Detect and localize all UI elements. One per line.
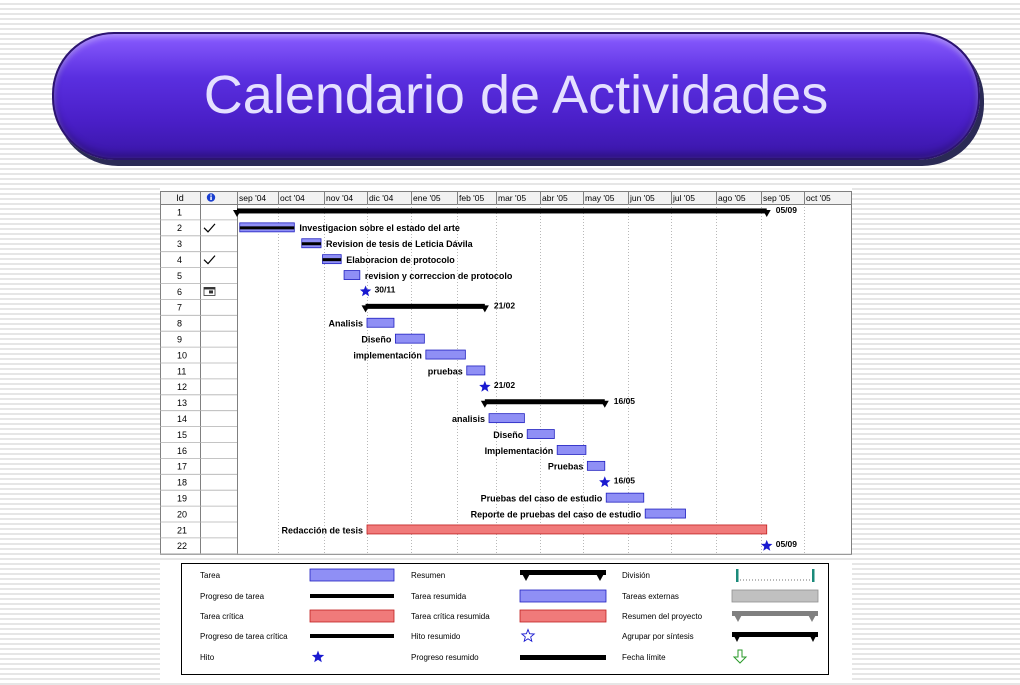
month-label: ago '05 xyxy=(718,193,746,203)
row-id: 9 xyxy=(177,334,183,345)
gantt-row-7-date-label: 21/02 xyxy=(493,300,516,311)
month-label: may '05 xyxy=(585,193,615,203)
gantt-row-9-task-bar xyxy=(395,334,424,343)
gantt-row-3-label: Revision de tesis de Leticia Dávila xyxy=(326,239,473,250)
gantt-row-6-date-label: 30/11 xyxy=(374,284,396,295)
legend-label: Progreso de tarea crítica xyxy=(200,632,288,641)
title-banner xyxy=(52,32,980,160)
row-id: 2 xyxy=(177,223,183,234)
gantt-row-21-critical-bar xyxy=(367,525,767,534)
gantt-row-8-label: Analisis xyxy=(328,318,363,329)
gantt-row-20-task-bar xyxy=(645,509,685,518)
gantt-legend-panel xyxy=(160,560,852,680)
gantt-row-18-date-label: 16/05 xyxy=(613,475,636,486)
legend-label: Agrupar por síntesis xyxy=(622,632,694,641)
gantt-row-14-label: analisis xyxy=(452,413,486,424)
row-id: 19 xyxy=(177,493,188,504)
gantt-row-19-label: Pruebas del caso de estudio xyxy=(480,493,603,504)
row-id: 17 xyxy=(177,461,188,472)
gantt-row-5-task-bar xyxy=(344,271,360,280)
legend-group-by-summary-bar xyxy=(732,632,818,637)
row-id: 5 xyxy=(177,270,183,281)
gantt-row-20-label: Reporte de pruebas del caso de estudio xyxy=(470,509,642,520)
gantt-row-15-label: Diseño xyxy=(493,429,524,440)
row-id: 6 xyxy=(177,286,183,297)
legend-label: Resumen xyxy=(411,571,446,580)
legend-task-swatch xyxy=(310,569,394,581)
row-id: 7 xyxy=(177,302,183,313)
legend-critical-task-swatch xyxy=(310,610,394,622)
calendar-icon-cell xyxy=(209,290,213,293)
gantt-row-15-task-bar xyxy=(527,430,554,439)
gantt-chart xyxy=(160,187,852,555)
gantt-row-8-task-bar xyxy=(367,318,394,327)
legend-label: Progreso resumido xyxy=(411,653,479,662)
legend-label: Resumen del proyecto xyxy=(622,612,703,621)
gantt-chart-panel xyxy=(160,187,852,555)
gantt-row-10-task-bar xyxy=(426,350,466,359)
legend-frame xyxy=(182,564,829,675)
gantt-row-21-label: Redacción de tesis xyxy=(281,525,363,536)
gantt-row-7-summary-bar xyxy=(366,304,485,309)
gantt-row-22-date-label: 05/09 xyxy=(775,538,798,549)
row-id: 20 xyxy=(177,509,188,520)
info-icon-bar xyxy=(210,197,212,201)
info-icon-dot xyxy=(210,194,212,195)
info-icon xyxy=(207,193,215,201)
legend-project-summary-bar xyxy=(732,611,818,616)
month-label: abr '05 xyxy=(542,193,568,203)
month-label: sep '04 xyxy=(239,193,267,203)
row-id: 15 xyxy=(177,429,188,440)
row-id: 16 xyxy=(177,445,188,456)
month-label: oct '04 xyxy=(280,193,305,203)
legend-rolled-up-progress-swatch xyxy=(520,655,606,660)
row-id: 14 xyxy=(177,413,188,424)
row-id: 4 xyxy=(177,254,183,265)
legend-label: División xyxy=(622,571,651,580)
gantt-row-4-progress-bar xyxy=(323,258,342,261)
row-id: 11 xyxy=(177,366,187,377)
row-id: 1 xyxy=(177,207,183,218)
gantt-row-1-summary-bar xyxy=(237,208,767,213)
legend-label: Hito resumido xyxy=(411,632,461,641)
gantt-row-11-label: pruebas xyxy=(427,366,463,377)
gantt-row-19-task-bar xyxy=(606,493,644,502)
legend-label: Tarea crítica xyxy=(200,612,244,621)
month-label: ene '05 xyxy=(413,193,441,203)
month-label: jun '05 xyxy=(630,193,655,203)
legend-external-tasks-swatch xyxy=(732,590,818,602)
legend-label: Tarea crítica resumida xyxy=(411,612,490,621)
legend-label: Fecha límite xyxy=(622,653,666,662)
gantt-row-10-label: implementación xyxy=(353,350,422,361)
legend-label: Tareas externas xyxy=(622,592,679,601)
row-id: 21 xyxy=(177,525,188,536)
legend-split-right-mark xyxy=(812,569,815,582)
row-id: 22 xyxy=(177,541,188,552)
legend-rolled-up-critical-swatch xyxy=(520,610,606,622)
gantt-row-3-progress-bar xyxy=(302,242,321,245)
gantt-row-12-date-label: 21/02 xyxy=(493,379,516,390)
legend-task-progress-swatch xyxy=(310,594,394,598)
legend-summary-swatch-bar xyxy=(520,570,606,575)
gantt-row-13-summary-bar xyxy=(485,399,605,404)
gantt-row-2-progress-bar xyxy=(240,226,295,229)
legend-rolled-up-task-swatch xyxy=(520,590,606,602)
month-label: mar '05 xyxy=(498,193,527,203)
legend-label: Progreso de tarea xyxy=(200,592,265,601)
row-id: 8 xyxy=(177,318,183,329)
calendar-icon-top xyxy=(204,287,215,289)
gantt-row-16-label: Implementación xyxy=(484,445,554,456)
calendar-icon xyxy=(204,287,215,295)
gantt-row-13-date-label: 16/05 xyxy=(613,395,636,406)
row-id: 12 xyxy=(177,382,188,393)
legend-label: Hito xyxy=(200,653,215,662)
row-id: 3 xyxy=(177,239,183,250)
legend-critical-progress-swatch xyxy=(310,634,394,638)
gantt-row-11-task-bar xyxy=(467,366,485,375)
gantt-row-14-task-bar xyxy=(489,414,524,423)
legend-label: Tarea resumida xyxy=(411,592,467,601)
month-label: sep '05 xyxy=(763,193,791,203)
row-id: 18 xyxy=(177,477,188,488)
id-column-header: Id xyxy=(176,193,184,203)
legend-label: Tarea xyxy=(200,571,221,580)
month-label: nov '04 xyxy=(326,193,354,203)
gantt-row-9-label: Diseño xyxy=(361,334,392,345)
gantt-row-17-label: Pruebas xyxy=(547,461,584,472)
month-label: dic '04 xyxy=(369,193,394,203)
legend-split-left-mark xyxy=(736,569,739,582)
gantt-row-5-label: revision y correccion de protocolo xyxy=(364,270,513,281)
gantt-row-16-task-bar xyxy=(557,445,586,454)
gantt-legend xyxy=(160,560,852,680)
gantt-row-1-date-label: 05/09 xyxy=(775,204,798,215)
gantt-row-2-label: Investigacion sobre el estado del arte xyxy=(299,223,460,234)
page-title: Calendario de Actividades xyxy=(203,65,829,125)
row-id: 13 xyxy=(177,398,188,409)
month-label: jul '05 xyxy=(673,193,695,203)
gantt-row-4-label: Elaboracion de protocolo xyxy=(346,254,455,265)
month-label: oct '05 xyxy=(806,193,831,203)
row-id: 10 xyxy=(177,350,188,361)
month-label: feb '05 xyxy=(459,193,485,203)
gantt-row-17-task-bar xyxy=(587,461,604,470)
